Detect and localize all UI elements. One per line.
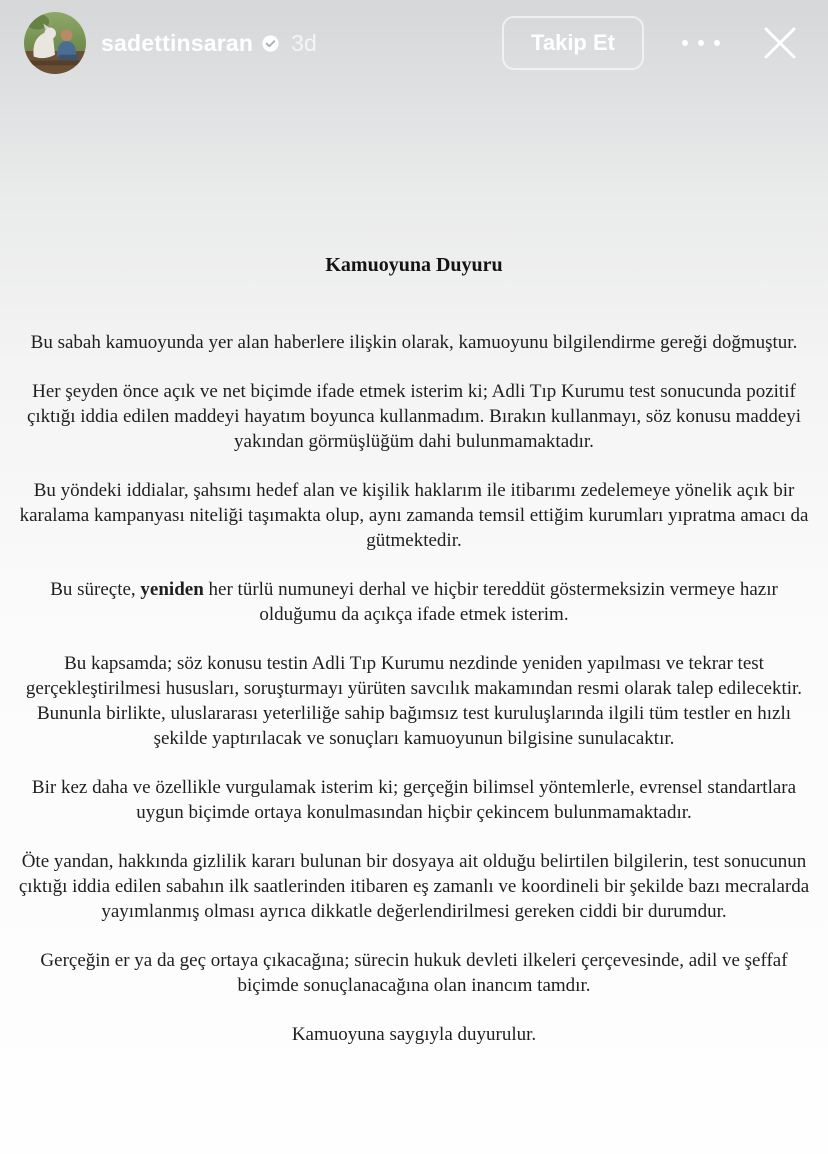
username[interactable]: sadettinsaran: [101, 29, 254, 56]
announcement-document: [0, 253, 828, 1071]
paragraph-6: Bununla birlikte, uluslararası yeterliliğe sahip bağımsız test kuruluşlarında ilgili tüm testler en hızlı şekilde yaptırılacak ve sonuçları kamuoyunun bilgisine sunulacaktır.: [36, 703, 792, 749]
paragraph-4-bold: yeniden: [140, 579, 204, 600]
story-header: [0, 0, 828, 86]
paragraph-2: Her şeyden önce açık ve net biçimde ifade etmek isterim ki; Adli Tıp Kurumu test sonucunda pozitif çıktığı iddia edilen maddeyi hayatım boyunca kullanmadım. Bırakın kullanmayı, söz konusu maddeyi yakından görmüşlüğüm dahi bulunmamaktadır.: [26, 381, 802, 452]
paragraph-3: Bu yöndeki iddialar, şahsımı hedef alan ve kişilik haklarım ile itibarımı zedelemeye yönelik açık bir karalama kampanyası niteliği taşımakta olup, aynı zamanda temsil ettiğim kurumları yıpratma amacı da gütmektedir.: [19, 480, 809, 551]
close-button[interactable]: [752, 15, 808, 71]
paragraph-1: Bu sabah kamuoyunda yer alan haberlere ilişkin olarak, kamuoyunu bilgilendirme gereği doğmuştur.: [30, 332, 798, 353]
paragraph-5: Bu kapsamda; söz konusu testin Adli Tıp Kurumu nezdinde yeniden yapılması ve tekrar test gerçekleştirilmesi hususları, soruşturmayı yürüten savcılık makamından resmi olarak talep edilecektir.: [25, 653, 803, 699]
paragraph-9: Gerçeğin er ya da geç ortaya çıkacağına; sürecin hukuk devleti ilkeleri çerçevesinde, adil ve şeffaf biçimde sonuçlanacağına olan inancım tamdır.: [40, 950, 788, 996]
document-title: Kamuoyuna Duyuru: [325, 254, 503, 276]
avatar-image: [24, 12, 86, 74]
ellipsis-icon: [678, 36, 724, 50]
close-icon: [758, 21, 802, 65]
paragraph-4-before: Bu süreçte,: [50, 579, 141, 600]
avatar[interactable]: [24, 12, 86, 74]
paragraph-7: Bir kez daha ve özellikle vurgulamak isterim ki; gerçeğin bilimsel yöntemlerle, evrensel standartlara uygun biçimde ortaya konulmasından hiçbir çekincem bulunmamaktadır.: [31, 777, 797, 823]
story-timestamp: 3d: [291, 29, 317, 56]
user-row: [101, 30, 317, 57]
paragraph-4: [10, 577, 818, 627]
paragraph-4-after: her türlü numuneyi derhal ve hiçbir tereddüt göstermeksizin vermeye hazır olduğumu da açıkça ifade etmek isterim.: [203, 579, 778, 625]
verified-badge-icon: [262, 35, 279, 52]
more-options-button[interactable]: [672, 30, 730, 56]
paragraph-10: Kamuoyuna saygıyla duyurulur.: [291, 1024, 537, 1045]
paragraph-8: Öte yandan, hakkında gizlilik kararı bulunan bir dosyaya ait olduğu belirtilen bilgilerin, test sonucunun çıktığı iddia edilen sabahın ilk saatlerinden itibaren eş zamanlı ve koordineli bir şekilde bazı mecralarda yayımlanmış olması ayrıca dikkatle değerlendirilmesi gereken ciddi bir durumdur.: [18, 851, 810, 922]
follow-button[interactable]: Takip Et: [502, 16, 644, 70]
